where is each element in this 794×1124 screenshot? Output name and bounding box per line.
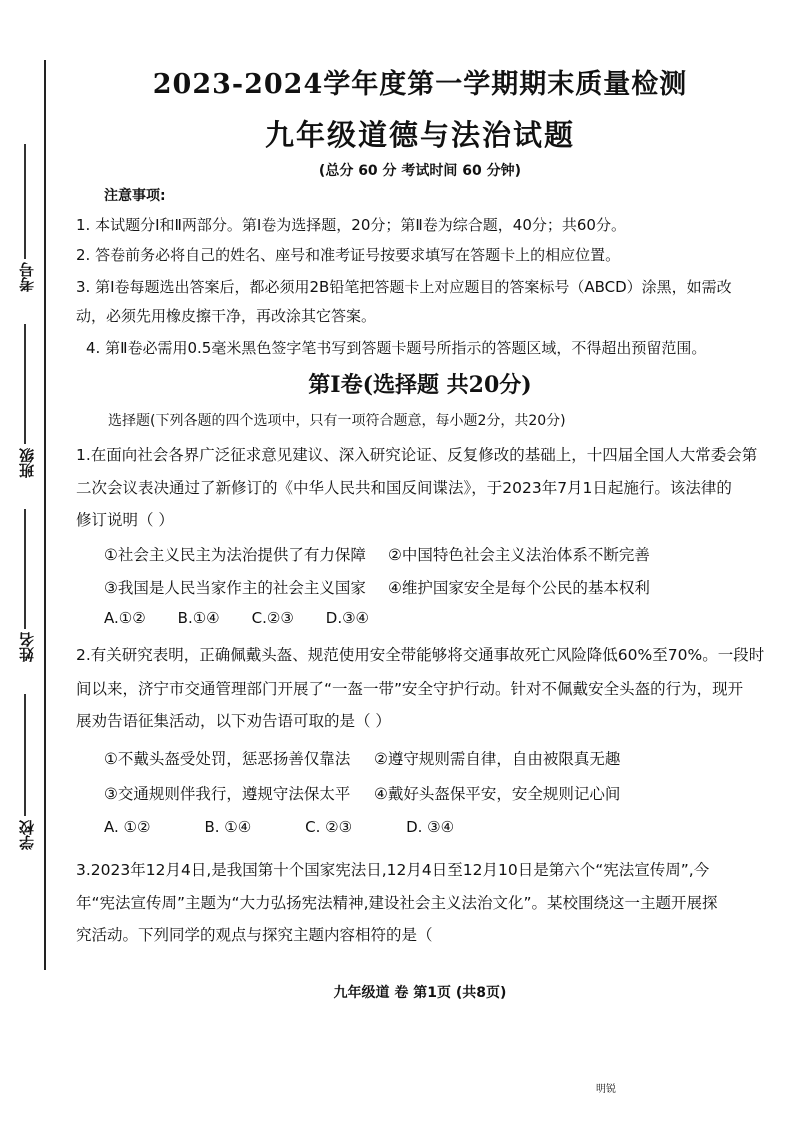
q1-option-3: ③我国是人民当家作主的社会主义国家 — [104, 579, 366, 597]
q1-line: 1.在面向社会各界广泛征求意见建议、深入研究论证、反复修改的基础上，十四届全国人大常委会第 — [76, 446, 758, 464]
notice-item: 1. 本试题分Ⅰ和Ⅱ两部分。第Ⅰ卷为选择题，20分；第Ⅱ卷为综合题，40分；共60分。 — [76, 216, 626, 234]
corner-stamp: 明锐 — [596, 1084, 616, 1095]
school-field — [8, 820, 44, 850]
q1-option-4: ④维护国家安全是每个公民的基本权利 — [388, 579, 650, 597]
q3-line: 3.2023年12月4日,是我国第十个国家宪法日,12月4日至12月10日是第六个“宪法宣传周”,今 — [76, 861, 710, 879]
binding-line — [44, 60, 46, 970]
class-blank — [24, 324, 26, 444]
q2-choice-b: B. ①④ — [204, 818, 252, 836]
q3-line: 年“宪法宣传周”主题为“大力弘扬宪法精神,建设社会主义法治文化”。某校围绕这一主题开展探 — [76, 894, 718, 912]
class-field — [8, 448, 44, 478]
q1-choice-d: D.③④ — [325, 609, 369, 627]
school-label: 学校 — [17, 820, 36, 850]
school-blank — [24, 694, 26, 816]
exam-no-field — [8, 262, 44, 292]
q2-option-2: ②遵守规则需自律，自由被限真无趣 — [374, 750, 621, 768]
q2-option-4: ④戴好头盔保平安，安全规则记心间 — [374, 785, 621, 803]
exam-score-time: (总分 60 分 考试时间 60 分钟) — [318, 163, 522, 179]
q1-choice-c: C.②③ — [251, 609, 294, 627]
q1-choices — [104, 609, 369, 627]
exam-subject-title: 九年级道德与法治试题 — [264, 118, 575, 152]
q1-choice-b: B.①④ — [177, 609, 220, 627]
notice-item: 2. 答卷前务必将自己的姓名、座号和准考证号按要求填写在答题卡上的相应位置。 — [76, 246, 621, 264]
name-label: 姓名 — [17, 632, 36, 662]
q1-line: 二次会议表决通过了新修订的《中华人民共和国反间谍法》，于2023年7月1日起施行。该法律的 — [76, 479, 732, 497]
notice-item: 3. 第Ⅰ卷每题选出答案后，都必须用2B铅笔把答题卡上对应题目的答案标号（ABCD）涂黑，如需改 — [76, 278, 732, 296]
q1-option-1: ①社会主义民主为法治提供了有力保障 — [104, 546, 366, 564]
binding-margin — [0, 0, 60, 1124]
q2-choice-a: A. ①② — [104, 818, 151, 836]
q1-option-2: ②中国特色社会主义法治体系不断完善 — [388, 546, 650, 564]
name-field — [8, 632, 44, 662]
exam-title: 2023-2024学年度第一学期期末质量检测 — [152, 69, 688, 100]
q2-line: 间以来，济宁市交通管理部门开展了“一盔一带”安全守护行动。针对不佩戴安全头盔的行为，现开 — [76, 680, 744, 698]
q2-choice-d: D. ③④ — [406, 818, 455, 836]
q3-line: 究活动。下列同学的观点与探究主题内容相符的是（ — [76, 926, 433, 944]
section-heading: 第Ⅰ卷(选择题 共20分) — [308, 372, 532, 398]
notice-heading: 注意事项: — [104, 188, 166, 204]
class-label: 班级 — [17, 448, 36, 478]
q1-choice-a: A.①② — [104, 609, 146, 627]
section-instruction: 选择题(下列各题的四个选项中，只有一项符合题意，每小题2分，共20分) — [108, 413, 566, 429]
exam-no-label: 考号 — [17, 262, 36, 292]
exam-no-blank — [24, 144, 26, 259]
name-blank — [24, 509, 26, 629]
q2-option-3: ③交通规则伴我行，遵规守法保太平 — [104, 785, 351, 803]
q2-option-1: ①不戴头盔受处罚，惩恶扬善仅靠法 — [104, 750, 351, 768]
q2-line: 展劝告语征集活动，以下劝告语可取的是（ ） — [76, 712, 391, 730]
notice-item: 4. 第Ⅱ卷必需用0.5毫米黑色签字笔书写到答题卡题号所指示的答题区域，不得超出预留范围。 — [86, 339, 707, 357]
q2-line: 2.有关研究表明，正确佩戴头盔、规范使用安全带能够将交通事故死亡风险降低60%至70%。一段时 — [76, 646, 765, 664]
q2-choices — [104, 818, 454, 836]
q1-line: 修订说明（ ） — [76, 511, 174, 529]
notice-item: 动，必须先用橡皮擦干净，再改涂其它答案。 — [76, 307, 377, 325]
page-footer: 九年级道 卷 第1页 (共8页) — [333, 985, 507, 1001]
q2-choice-c: C. ②③ — [305, 818, 353, 836]
